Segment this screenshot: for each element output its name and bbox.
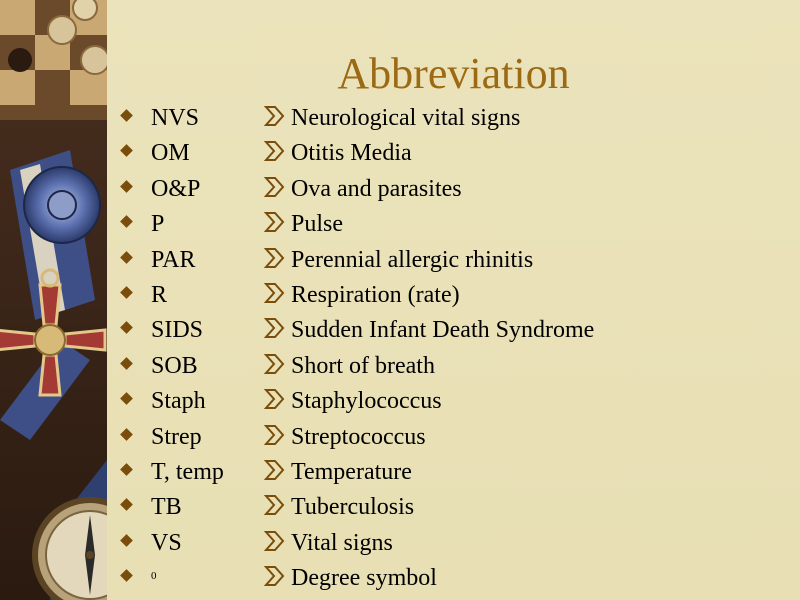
abbreviation-term: SOB: [151, 352, 198, 379]
abbreviation-term: 0: [151, 570, 157, 583]
diamond-bullet-icon: [120, 428, 133, 441]
decorative-side-image: [0, 0, 107, 600]
diamond-bullet-icon: [120, 392, 133, 405]
abbreviation-row: [122, 101, 742, 136]
abbreviation-list: [122, 101, 742, 596]
abbreviation-meaning: Ova and parasites: [291, 175, 462, 202]
abbreviation-term: T, temp: [151, 458, 224, 485]
abbreviation-meaning: Otitis Media: [291, 140, 412, 167]
arrow-outline-icon: [263, 388, 285, 410]
diamond-bullet-icon: [120, 357, 133, 370]
arrow-outline-icon: [263, 565, 285, 587]
abbreviation-meaning: Staphylococcus: [291, 388, 442, 415]
abbreviation-row: [122, 526, 742, 561]
abbreviation-meaning: Tuberculosis: [291, 494, 415, 521]
decorative-collage: [0, 0, 107, 600]
abbreviation-row: [122, 384, 742, 419]
abbreviation-meaning: Pulse: [291, 211, 344, 238]
diamond-bullet-icon: [120, 321, 133, 334]
abbreviation-row: [122, 420, 742, 455]
abbreviation-meaning: Temperature: [291, 458, 412, 485]
abbreviation-term: O&P: [151, 175, 201, 202]
abbreviation-term: OM: [151, 140, 190, 167]
arrow-outline-icon: [263, 353, 285, 375]
diamond-bullet-icon: [120, 251, 133, 264]
abbreviation-term: Staph: [151, 388, 206, 415]
abbreviation-row: [122, 455, 742, 490]
abbreviation-meaning: Vital signs: [291, 529, 393, 556]
abbreviation-term: PAR: [151, 246, 196, 273]
abbreviation-term: P: [151, 211, 165, 238]
abbreviation-term: SIDS: [151, 317, 204, 344]
diamond-bullet-icon: [120, 498, 133, 511]
arrow-outline-icon: [263, 459, 285, 481]
diamond-bullet-icon: [120, 215, 133, 228]
abbreviation-term: R: [151, 281, 168, 308]
abbreviation-meaning: Streptococcus: [291, 423, 426, 450]
abbreviation-meaning: Short of breath: [291, 352, 435, 379]
arrow-outline-icon: [263, 282, 285, 304]
abbreviation-row: [122, 349, 742, 384]
arrow-outline-icon: [263, 211, 285, 233]
abbreviation-row: [122, 561, 742, 596]
abbreviation-row: [122, 243, 742, 278]
diamond-bullet-icon: [120, 463, 133, 476]
abbreviation-row: [122, 172, 742, 207]
abbreviation-meaning: Sudden Infant Death Syndrome: [291, 317, 595, 344]
arrow-outline-icon: [263, 247, 285, 269]
diamond-bullet-icon: [120, 534, 133, 547]
abbreviation-term: VS: [151, 529, 182, 556]
abbreviation-row: [122, 136, 742, 171]
chess-board-icon: [0, 0, 107, 120]
diamond-bullet-icon: [120, 145, 133, 158]
abbreviation-row: [122, 490, 742, 525]
arrow-outline-icon: [263, 105, 285, 127]
arrow-outline-icon: [263, 424, 285, 446]
abbreviation-row: [122, 313, 742, 348]
abbreviation-meaning: Degree symbol: [291, 565, 437, 592]
slide-title: Abbreviation: [337, 49, 570, 98]
abbreviation-term: Strep: [151, 423, 202, 450]
abbreviation-meaning: Respiration (rate): [291, 281, 460, 308]
abbreviation-row: [122, 207, 742, 242]
diamond-bullet-icon: [120, 286, 133, 299]
arrow-outline-icon: [263, 530, 285, 552]
abbreviation-row: [122, 278, 742, 313]
abbreviation-meaning: Neurological vital signs: [291, 105, 521, 131]
abbreviation-term: TB: [151, 494, 182, 521]
abbreviation-term: NVS: [151, 105, 200, 131]
abbreviation-meaning: Perennial allergic rhinitis: [291, 246, 534, 273]
diamond-bullet-icon: [120, 180, 133, 193]
arrow-outline-icon: [263, 317, 285, 339]
diamond-bullet-icon: [120, 569, 133, 582]
diamond-bullet-icon: [120, 109, 133, 122]
arrow-outline-icon: [263, 140, 285, 162]
arrow-outline-icon: [263, 494, 285, 516]
arrow-outline-icon: [263, 176, 285, 198]
